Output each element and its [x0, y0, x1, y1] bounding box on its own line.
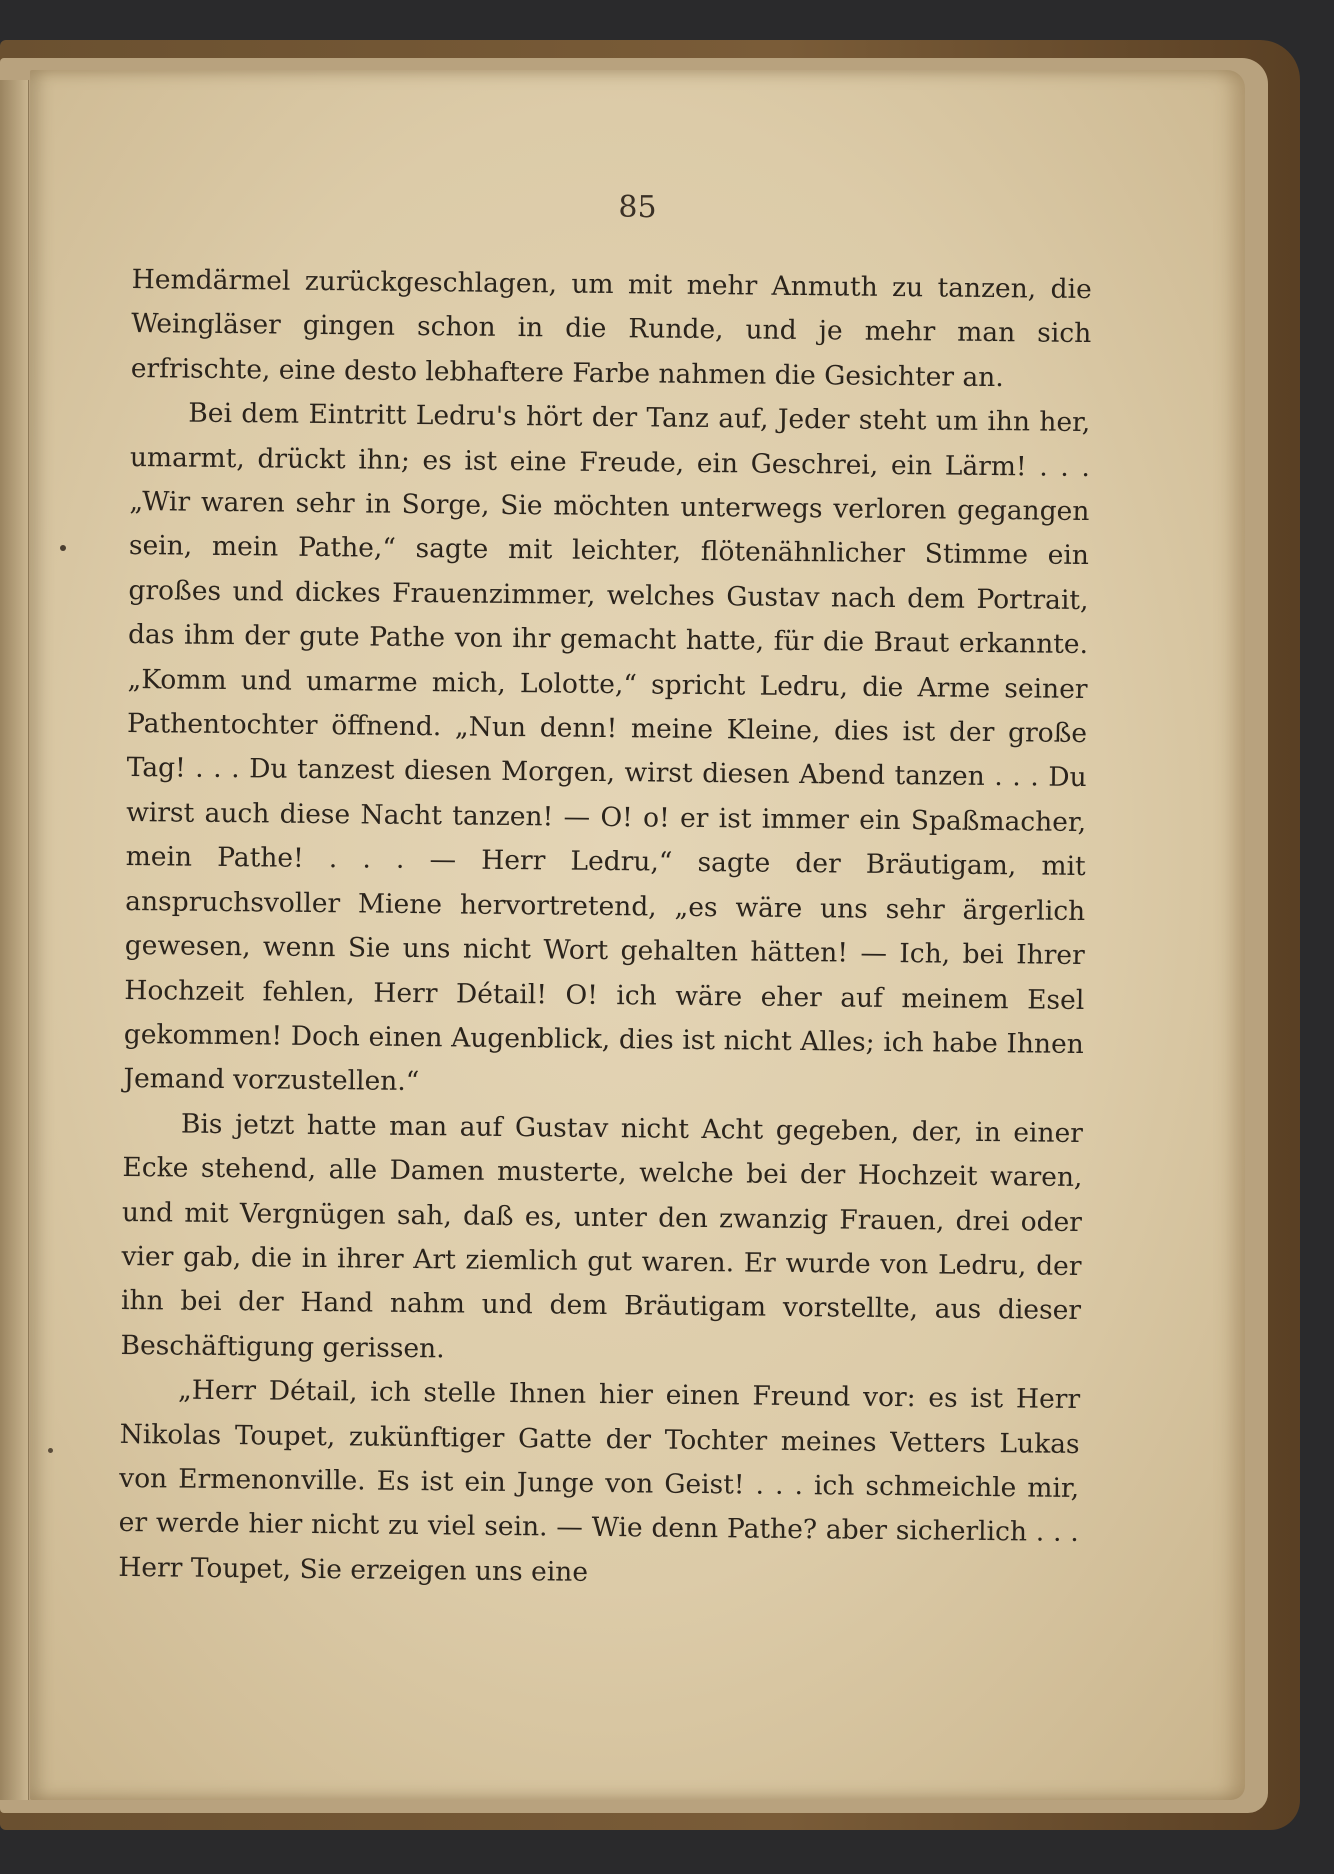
paragraph: „Herr Détail, ich stelle Ihnen hier einen Freund vor: es ist Herr Nikolas Toupet, zukünftiger Gatte der Tochter meines Vetters Lukas von Ermenonville. Es ist ein Junge von Geist! . . . ich schmeichle mir, er werde hier nicht zu viel sein. — Wie denn Pathe? aber sicherlich . . . Herr Toupet, Sie erzeigen uns eine — [118, 1374, 1081, 1588]
page-sheet — [30, 70, 1245, 1800]
page-number: 85 — [618, 190, 657, 225]
ink-spot — [60, 545, 66, 551]
previous-page-edge — [0, 80, 29, 1800]
paragraph: Bis jetzt hatte man auf Gustav nicht Acht gegeben, der, in einer Ecke stehend, alle Damen musterte, welche bei der Hochzeit waren, und mit Vergnügen sah, daß es, unter den zwanzig Frauen, drei oder vier gab, die in ihrer Art ziemlich gut waren. Er wurde von Ledru, der ihn bei der Hand nahm und dem Bräutigam vorstellte, aus dieser Beschäftigung gerissen. — [120, 1108, 1084, 1365]
paragraph: Bei dem Eintritt Ledru's hört der Tanz auf, Jeder steht um ihn her, umarmt, drückt ihn; es ist eine Freude, ein Geschrei, ein Lärm! . . . „Wir waren sehr in Sorge, Sie möchten unterwegs verloren gegangen sein, mein Pathe,“ sagte mit leichter, flötenähnlicher Stimme ein großes und dickes Frauenzimmer, welches Gustav nach dem Portrait, das ihm der gute Pathe von ihr gemacht hatte, für die Braut erkannte. „Komm und umarme mich, Lolotte,“ spricht Ledru, die Arme seiner Pathentochter öffnend. „Nun denn! meine Kleine, dies ist der große Tag! . . . Du tanzest diesen Morgen, wirst diesen Abend tanzen . . . Du wirst auch diese Nacht tanzen! — O! o! er ist immer ein Spaßmacher, mein Pathe! . . . — Herr Ledru,“ sagte der Bräutigam, mit anspruchsvoller Miene hervortretend, „es wäre uns sehr ärgerlich gewesen, wenn Sie uns nicht Wort gehalten hätten! — Ich, bei Ihrer Hochzeit fehlen, Herr Détail! O! ich wäre eher auf meinem Esel gekommen! Doch einen Augenblick, dies ist nicht Alles; ich habe Ihnen Jemand vorzustellen.“ — [123, 397, 1091, 1098]
paragraph: Hemdärmel zurückgeschlagen, um mit mehr Anmuth zu tanzen, die Weingläser gingen schon in die Runde, und je mehr man sich erfrischte, eine desto lebhaftere Farbe nahmen die Gesichter an. — [130, 263, 1092, 393]
body-text — [118, 258, 1092, 1600]
ink-spot — [48, 1448, 53, 1453]
